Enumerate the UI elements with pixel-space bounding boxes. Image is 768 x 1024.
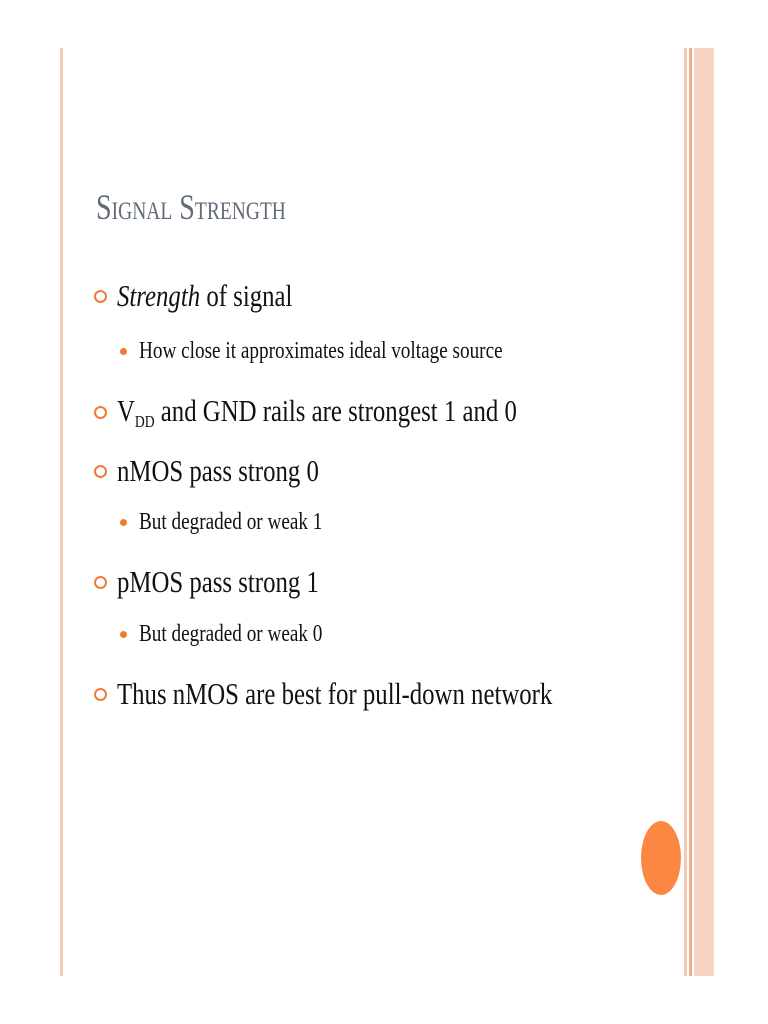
bullet-text: nMOS pass strong 0 — [117, 453, 319, 488]
right-border-stripes — [684, 48, 714, 976]
ring-bullet-icon — [94, 465, 107, 478]
ring-bullet-icon — [94, 290, 107, 303]
orange-circle-decoration — [641, 821, 681, 895]
bullet-text: of signal — [200, 278, 293, 313]
bullet-text: pMOS pass strong 1 — [117, 564, 319, 599]
dot-bullet-icon — [120, 631, 127, 638]
bullet-nmos-pull-down — [94, 676, 661, 712]
left-border-line — [60, 48, 63, 976]
bullet-text: and GND rails are strongest 1 and 0 — [154, 393, 517, 428]
subbullet-weak-0 — [120, 621, 368, 648]
bullet-pmos-strong-1 — [94, 564, 369, 600]
ring-bullet-icon — [94, 406, 107, 419]
vdd-subscript: DD — [134, 411, 155, 431]
subbullet-text: How close it approximates ideal voltage source — [139, 338, 503, 364]
bullet-strength-of-signal — [94, 278, 336, 314]
bullet-emphasis: Strength — [117, 278, 201, 313]
subbullet-text: But degraded or weak 1 — [139, 509, 323, 535]
subbullet-text: But degraded or weak 0 — [139, 621, 323, 647]
ring-bullet-icon — [94, 688, 107, 701]
dot-bullet-icon — [120, 519, 127, 526]
vdd-symbol: V — [117, 393, 135, 428]
bullet-text: Thus nMOS are best for pull-down network — [117, 676, 553, 711]
dot-bullet-icon — [120, 348, 127, 355]
ring-bullet-icon — [94, 576, 107, 589]
slide-title: Signal Strength — [96, 187, 286, 227]
bullet-nmos-strong-0 — [94, 453, 369, 489]
subbullet-weak-1 — [120, 509, 368, 536]
bullet-vdd-gnd-rails — [94, 393, 617, 432]
subbullet-ideal-voltage-source — [120, 338, 594, 365]
